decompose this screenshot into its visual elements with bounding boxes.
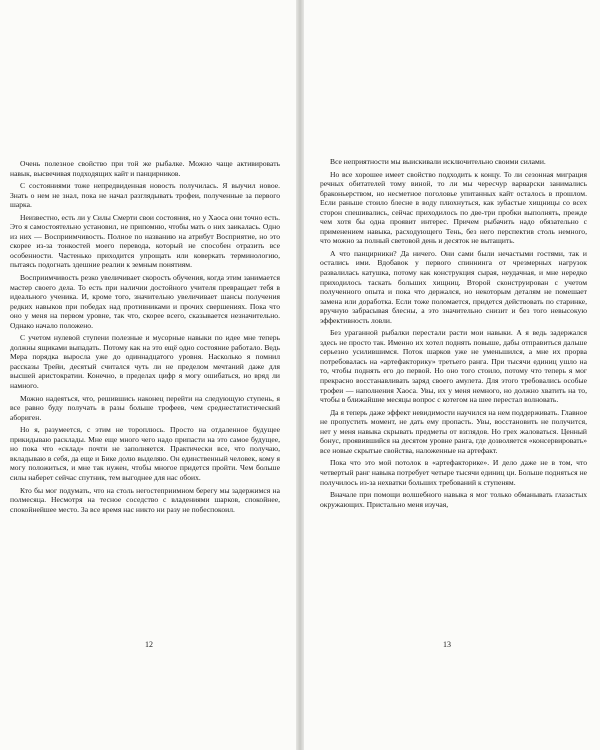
paragraph: Можно надеяться, что, решившись наконец перейти на следующую ступень, я все равно буду получать в разы больше трофеев, чем среднестатистический абориген. [10, 393, 280, 422]
paragraph: Вначале при помощи волшебного навыка я мог только обманывать глазастых окружающих. Пристально меня изучая, [320, 490, 587, 509]
paragraph: А что панцирники? Да ничего. Они сами были нечастыми гостями, так и остались ими. Вдобавок у первого спиннинга от чрезмерных нагрузок развалилась катушка, потому как конструкция сырая, неудачная, и мне нередко приходилось таскать больших хищниц. Второй сконструирован с учетом полученного опыта и пока что держался, но некоторым деталям не помешает замена или доработка. Если тоже поломается, придется действовать по старинке, вручную забрасывая блесны, а это значительно снизит и без того невысокую эффективность ловли. [320, 248, 587, 325]
paragraph: Но я, разумеется, с этим не тороплюсь. Просто на отдаленное будущее прикидываю расклады. Мне еще много чего надо припасти на это самое будущее, но пока что «склад» почти не заполняется. Практически все, что получаю, вкладываю в себя, да еще и Бике долю выделяю. Он единственный человек, кому я могу положиться, и мне так нужен, чтобы многое придется пройти. Чем больше силы наберет сейчас спутник, тем выгоднее для нас обоих. [10, 425, 280, 482]
right-page-number: 13 [443, 640, 451, 649]
right-page-text [320, 157, 587, 512]
paragraph: Кто бы мог подумать, что на столь негостеприимном берегу мы задержимся на полмесяца. Несмотря на тесное соседство с владениями шарков, спокойнее, спокойнейшее место. За все время нас никто ни разу не побеспокоил. [10, 485, 280, 514]
book-gutter [296, 0, 304, 750]
paragraph: Да я теперь даже эффект невидимости научился на нем поддерживать. Главное не пропустить момент, не дать ему пропасть. Увы, восстановить не получится, нет у меня навыка скрывать предметы от взглядов. Но грех жаловаться. Ценный бонус, проявившийся на десятом уровне ранга, где дозволяется «консервировать» все новые скрытые свойства, наложенные на артефакт. [320, 407, 587, 455]
paragraph: С учетом нулевой ступени полезные и мусорные навыки по идее мне теперь должны ящиками выпадать. Потому как на это ещё одно состояние работало. Ведь Мера порядка выросла уже до одиннадцатого уровня. Насколько я помнил рассказы Трейи, десятый считался чуть ли не пределом мечтаний даже для высшей аристократии. Конечно, в пределах цифр я могу ошибаться, но вряд ли намного. [10, 333, 280, 391]
paragraph: Восприимчивость резко увеличивает скорость обучения, когда этим занимается мастер своего дела. То есть при наличии достойного учителя превращает тебя в идеального ученика. И, кроме того, значительно увеличивает шансы получения редких навыков при победах над противниками и прочих свершениях. Пока что оно у меня на первом уровне, так что, скорее всего, сказывается незначительно. Однако начало положено. [10, 273, 280, 330]
paragraph: Пока что это мой потолок в «артефакторике». И дело даже не в том, что четвертый ранг навыка потребует четыре тысячи единиц ци. Больше подняться не получилось из-за нехватки больших требований к ступеням. [320, 458, 587, 487]
paragraph: Неизвестно, есть ли у Силы Смерти свои состояния, но у Хаоса они точно есть. Это я самостоятельно установил, не припомню, чтобы мать о них заикалась. Одно из них — Восприимчивость. Полное по названию на атрибут Восприятие, но это скорее из-за тонкостей моего перевода, который не способен отразить все особенности. Частенько приходится упрощать или коверкать терминологию, пытаясь подогнать здешние реалии к земным понятиям. [10, 212, 280, 270]
paragraph: Очень полезное свойство при той же рыбалке. Можно чаще активировать навык, высвечивая подходящих кайт и панцирников. [10, 159, 280, 178]
paragraph: Без ураганной рыбалки перестали расти мои навыки. А я ведь задержался здесь не просто так. Именно их хотел поднять повыше, дабы отправиться дальше серьезно усилившимся. Поток шарков уже не уменьшился, а мне их прорва потребовалась на «артефакторику» третьего ранга. При тысячи единиц ушло на то, чтобы поднять его до первой. Но оно того стоило, потому что теперь я мог прекрасно восстанавливать заряд своего амулета. Для этого требовались особые трофеи — наполнения Хаоса. Увы, их у меня немного, но должно хватить на то, чтобы в ближайшие месяцы вопрос с котегом на шее перестал волновать. [320, 328, 587, 405]
left-page-text [10, 159, 280, 517]
paragraph: Все неприятности мы выискивали исключительно своими силами. [330, 157, 546, 166]
left-page-number: 12 [145, 640, 153, 649]
paragraph: Но все хорошее имеет свойство подходить к концу. То ли сезонная миграция речных обитателей тому виной, то ли мы чересчур варварски занимались браконьерством, но несметное поголовье упитанных кайт осталось в прошлом. Если раньше стоило блесне в воду плюхнуться, как зубастые хищницы со всех сторон спешивались, сейчас приходилось по две-три пробки выполнять, прежде чем хотя бы одна проявит интерес. Причем рыбачить надо обязательно с применением навыка, расходующего Тень, без него перспектив столь немного, что можно за полный световой день и десяток не вытащить. [320, 169, 587, 246]
paragraph: С состояниями тоже непредвиденная новость получилась. Я выучил новое. Знать о нем не знал, пока не начал разглядывать трофеи, полученные за первого шарка. [10, 181, 280, 210]
